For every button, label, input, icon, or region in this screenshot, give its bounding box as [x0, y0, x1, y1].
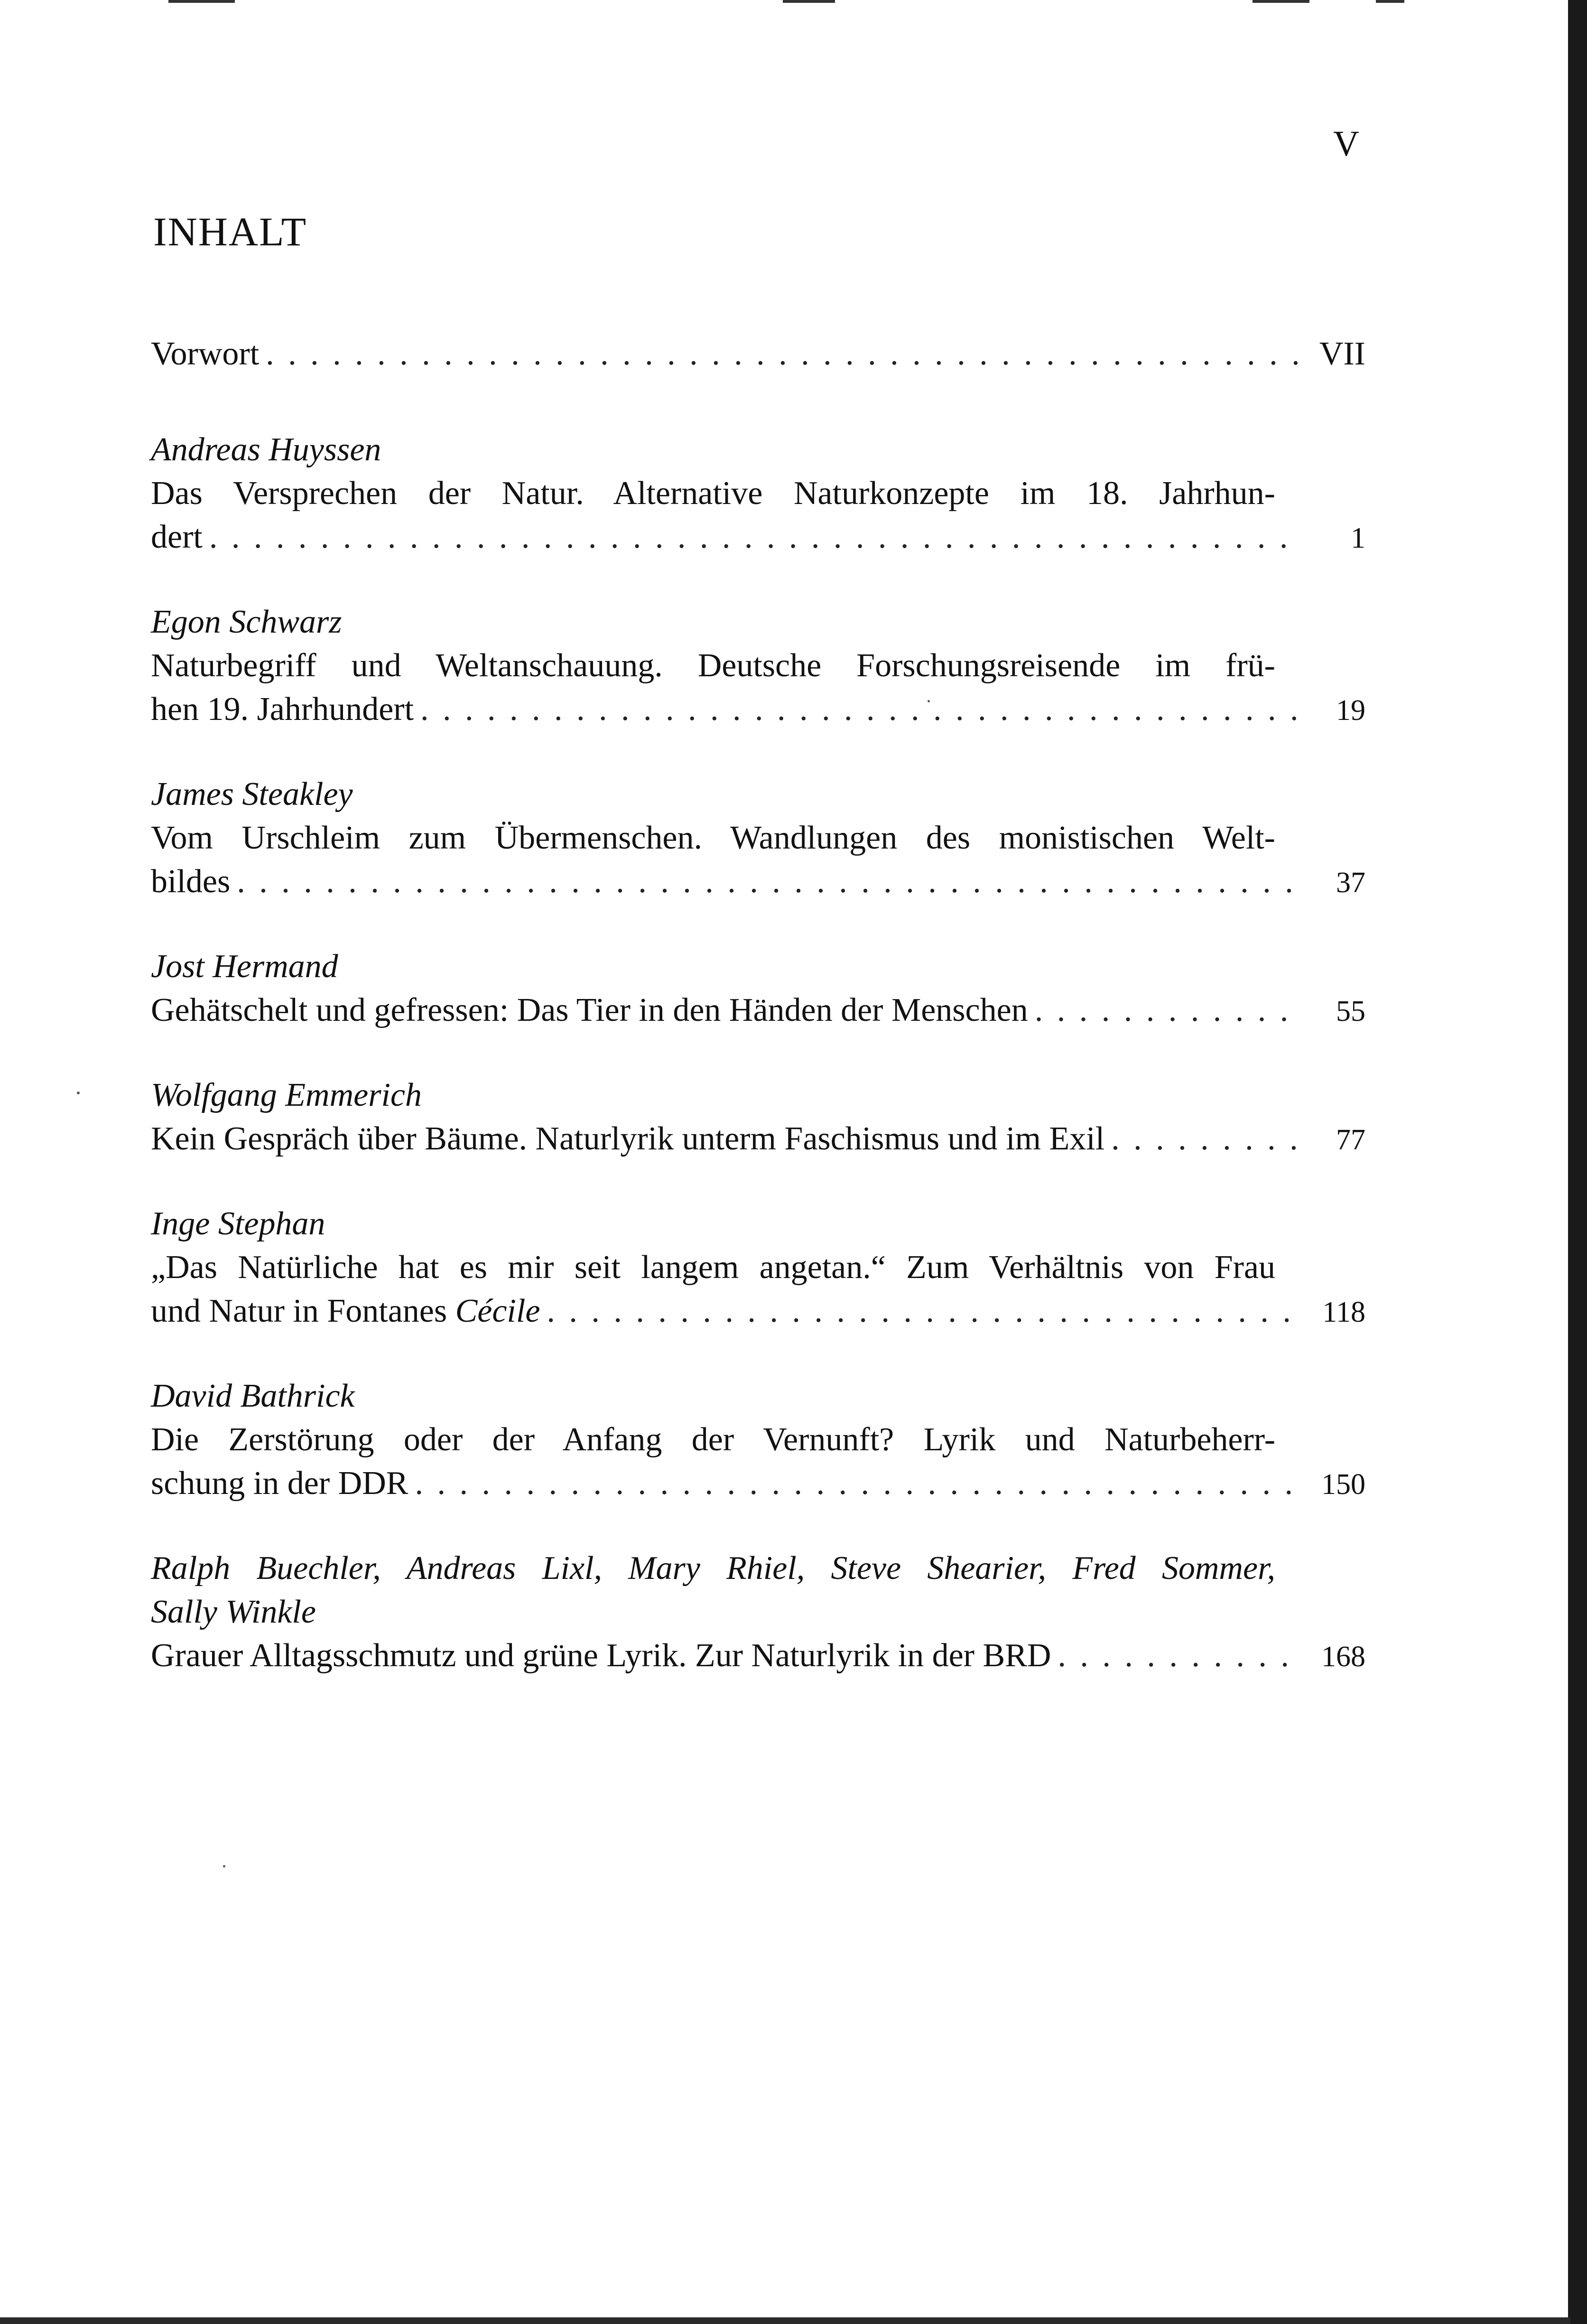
- toc-author: Sally Winkle: [151, 1594, 316, 1630]
- toc-entry-title: Vorwort: [151, 336, 260, 372]
- toc-page-number: VII: [1319, 336, 1365, 372]
- dot-leader: [259, 332, 1299, 376]
- toc-author: Inge Stephan: [151, 1205, 325, 1242]
- toc-entry[interactable]: [151, 1073, 1365, 1162]
- scan-bottom-edge: [0, 2317, 1570, 2324]
- toc-author: Wolfgang Emmerich: [151, 1077, 422, 1113]
- page-number: V: [1333, 124, 1359, 164]
- scan-mark: [783, 0, 835, 3]
- dot-leader: [1028, 989, 1299, 1032]
- toc-author: James Steakley: [151, 776, 353, 812]
- toc-title-line: hen 19. Jahrhundert: [151, 691, 414, 728]
- toc-title-prefix: und Natur in Fontanes: [151, 1293, 455, 1329]
- scan-speck: [77, 1092, 80, 1094]
- toc-title-line: Vom Urschleim zum Übermenschen. Wandlungen des monistischen Welt-: [151, 820, 1275, 856]
- dot-leader: [414, 688, 1299, 731]
- toc-entry[interactable]: [151, 600, 1365, 732]
- toc-page-number: 150: [1321, 1468, 1365, 1501]
- toc-title-line: dert: [151, 519, 203, 555]
- toc-title-line: bildes: [151, 863, 231, 900]
- toc-author: David Bathrick: [151, 1378, 355, 1414]
- dot-leader: [540, 1289, 1299, 1333]
- table-of-contents: [151, 332, 1365, 1679]
- toc-entry[interactable]: [151, 1547, 1365, 1679]
- toc-author: Egon Schwarz: [151, 604, 342, 640]
- toc-entry[interactable]: [151, 773, 1365, 905]
- toc-entry[interactable]: [151, 1202, 1365, 1334]
- toc-page-number: 19: [1336, 694, 1365, 727]
- toc-page-number: 1: [1351, 522, 1365, 554]
- scan-mark: [1376, 0, 1404, 3]
- dot-leader: [230, 860, 1299, 904]
- toc-page-number: 37: [1336, 867, 1365, 899]
- toc-title-line: Das Versprechen der Natur. Alternative Naturkonzepte im 18. Jahrhun-: [151, 475, 1275, 512]
- scan-mark: [1253, 0, 1309, 3]
- toc-entry-preface[interactable]: [151, 332, 1365, 376]
- toc-entry[interactable]: [151, 428, 1365, 560]
- toc-title-line: Kein Gespräch über Bäume. Naturlyrik unterm Faschismus und im Exil: [151, 1120, 1105, 1157]
- toc-page-number: 55: [1336, 995, 1365, 1027]
- toc-author: Andreas Huyssen: [151, 431, 381, 468]
- toc-title-line: Gehätschelt und gefressen: Das Tier in den Händen der Menschen: [151, 992, 1028, 1028]
- toc-entry[interactable]: [151, 1374, 1365, 1506]
- toc-title-line: schung in der DDR: [151, 1465, 408, 1502]
- toc-page-number: 118: [1322, 1296, 1365, 1328]
- toc-author: Jost Hermand: [151, 948, 338, 985]
- toc-page-number: 168: [1321, 1641, 1365, 1673]
- toc-title-line: Naturbegriff und Weltanschauung. Deutsche Forschungsreisende im frü-: [151, 647, 1275, 684]
- toc-page-number: 77: [1336, 1124, 1365, 1156]
- toc-author: Ralph Buechler, Andreas Lixl, Mary Rhiel, Steve Shearier, Fred Sommer,: [151, 1550, 1275, 1587]
- toc-title-line: Die Zerstörung oder der Anfang der Vernunft? Lyrik und Naturbeherr-: [151, 1421, 1275, 1458]
- page-title: INHALT: [153, 209, 307, 254]
- toc-title-line: Grauer Alltagsschmutz und grüne Lyrik. Zur Naturlyrik in der BRD: [151, 1637, 1051, 1674]
- dot-leader: [408, 1462, 1299, 1505]
- dot-leader: [1051, 1634, 1299, 1678]
- dot-leader: [203, 515, 1299, 559]
- toc-title-line: „Das Natürliche hat es mir seit langem angetan.“ Zum Verhältnis von Frau: [151, 1249, 1275, 1286]
- scan-page-edge: [1568, 0, 1587, 2324]
- toc-entry[interactable]: [151, 945, 1365, 1033]
- toc-title-line: [151, 1289, 540, 1333]
- scan-speck: [223, 1865, 225, 1867]
- toc-title-italic: Cécile: [455, 1293, 540, 1329]
- scan-mark: [168, 0, 235, 3]
- dot-leader: [1104, 1117, 1299, 1161]
